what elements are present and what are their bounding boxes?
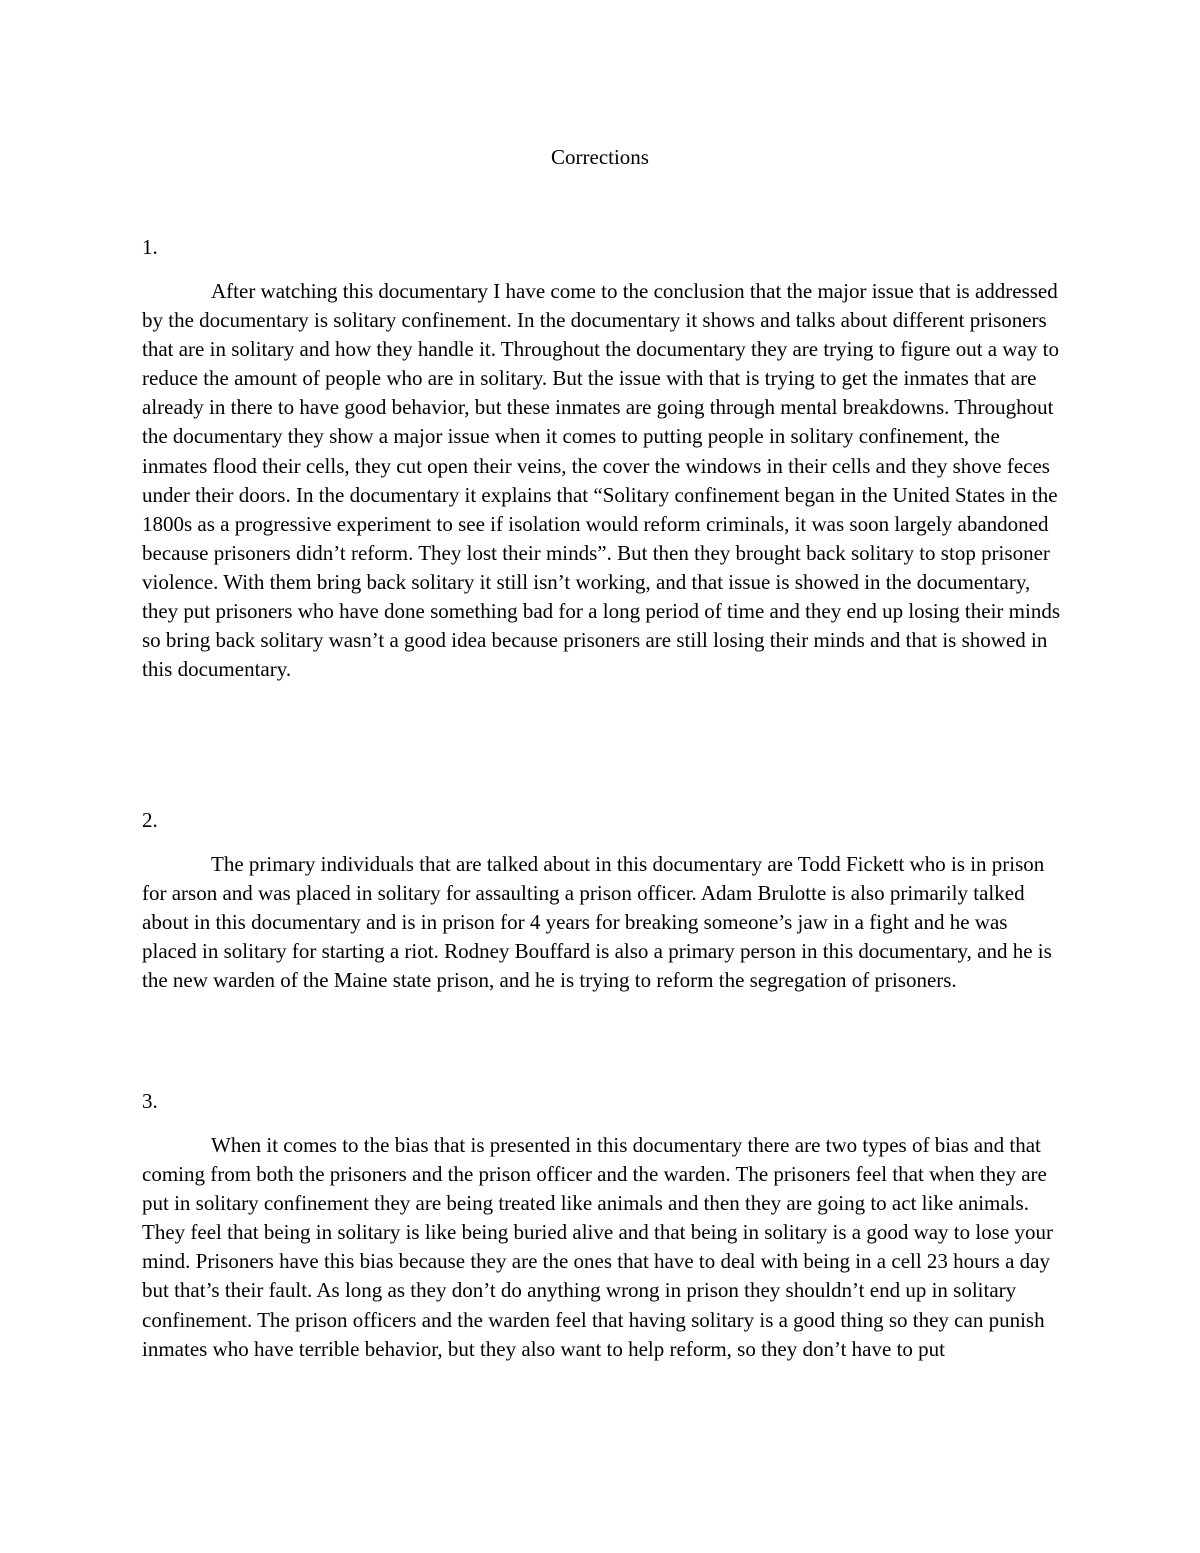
section-paragraph-2: The primary individuals that are talked about in this documentary are Todd Fickett who is in prison for arson and was placed in solitary for assaulting a prison officer. Adam Brulotte is also primarily talked about in this documentary and is in prison for 4 years for breaking someone’s jaw in a fight and he was placed in solitary for starting a riot. Rodney Bouffard is also a primary person in this documentary, and he is the new warden of the Maine state prison, and he is trying to reform the segregation of prisoners. xyxy=(142,852,1052,993)
section-number-2: 2. xyxy=(142,808,158,832)
section-paragraph-3: When it comes to the bias that is presented in this documentary there are two types of bias and that coming from both the prisoners and the prison officer and the warden. The prisoners feel that when they are put in solitary confinement they are being treated like animals and then they are going to act like animals. They feel that being in solitary is like being buried alive and that being in solitary is a good way to lose your mind. Prisoners have this bias because they are the ones that have to deal with being in a cell 23 hours a day but that’s their fault. As long as they don’t do anything wrong in prison they shouldn’t end up in solitary confinement. The prison officers and the warden feel that having solitary is a good thing so they can punish inmates who have terrible behavior, but they also want to help reform, so they don’t have to put xyxy=(142,1133,1053,1361)
page-title: Corrections xyxy=(551,145,649,169)
section-paragraph-1: After watching this documentary I have come to the conclusion that the major issue that is addressed by the documentary is solitary confinement. In the documentary it shows and talks about different prisoners that are in solitary and how they handle it. Throughout the documentary they are trying to figure out a way to reduce the amount of people who are in solitary. But the issue with that is trying to get the inmates that are already in there to have good behavior, but these inmates are going through mental breakdowns. Throughout the documentary they show a major issue when it comes to putting people in solitary confinement, the inmates flood their cells, they cut open their veins, the cover the windows in their cells and they shove feces under their doors. In the documentary it explains that “Solitary confinement began in the United States in the 1800s as a progressive experiment to see if isolation would reform criminals, it was soon largely abandoned because prisoners didn’t reform. They lost their minds”. But then they brought back solitary to stop prisoner violence. With them bring back solitary it still isn’t working, and that issue is showed in the documentary, they put prisoners who have done something bad for a long period of time and they end up losing their minds so bring back solitary wasn’t a good idea because prisoners are still losing their minds and that is showed in this documentary. xyxy=(142,279,1060,682)
section-number-3: 3. xyxy=(142,1089,158,1113)
section-number-1: 1. xyxy=(142,235,158,259)
